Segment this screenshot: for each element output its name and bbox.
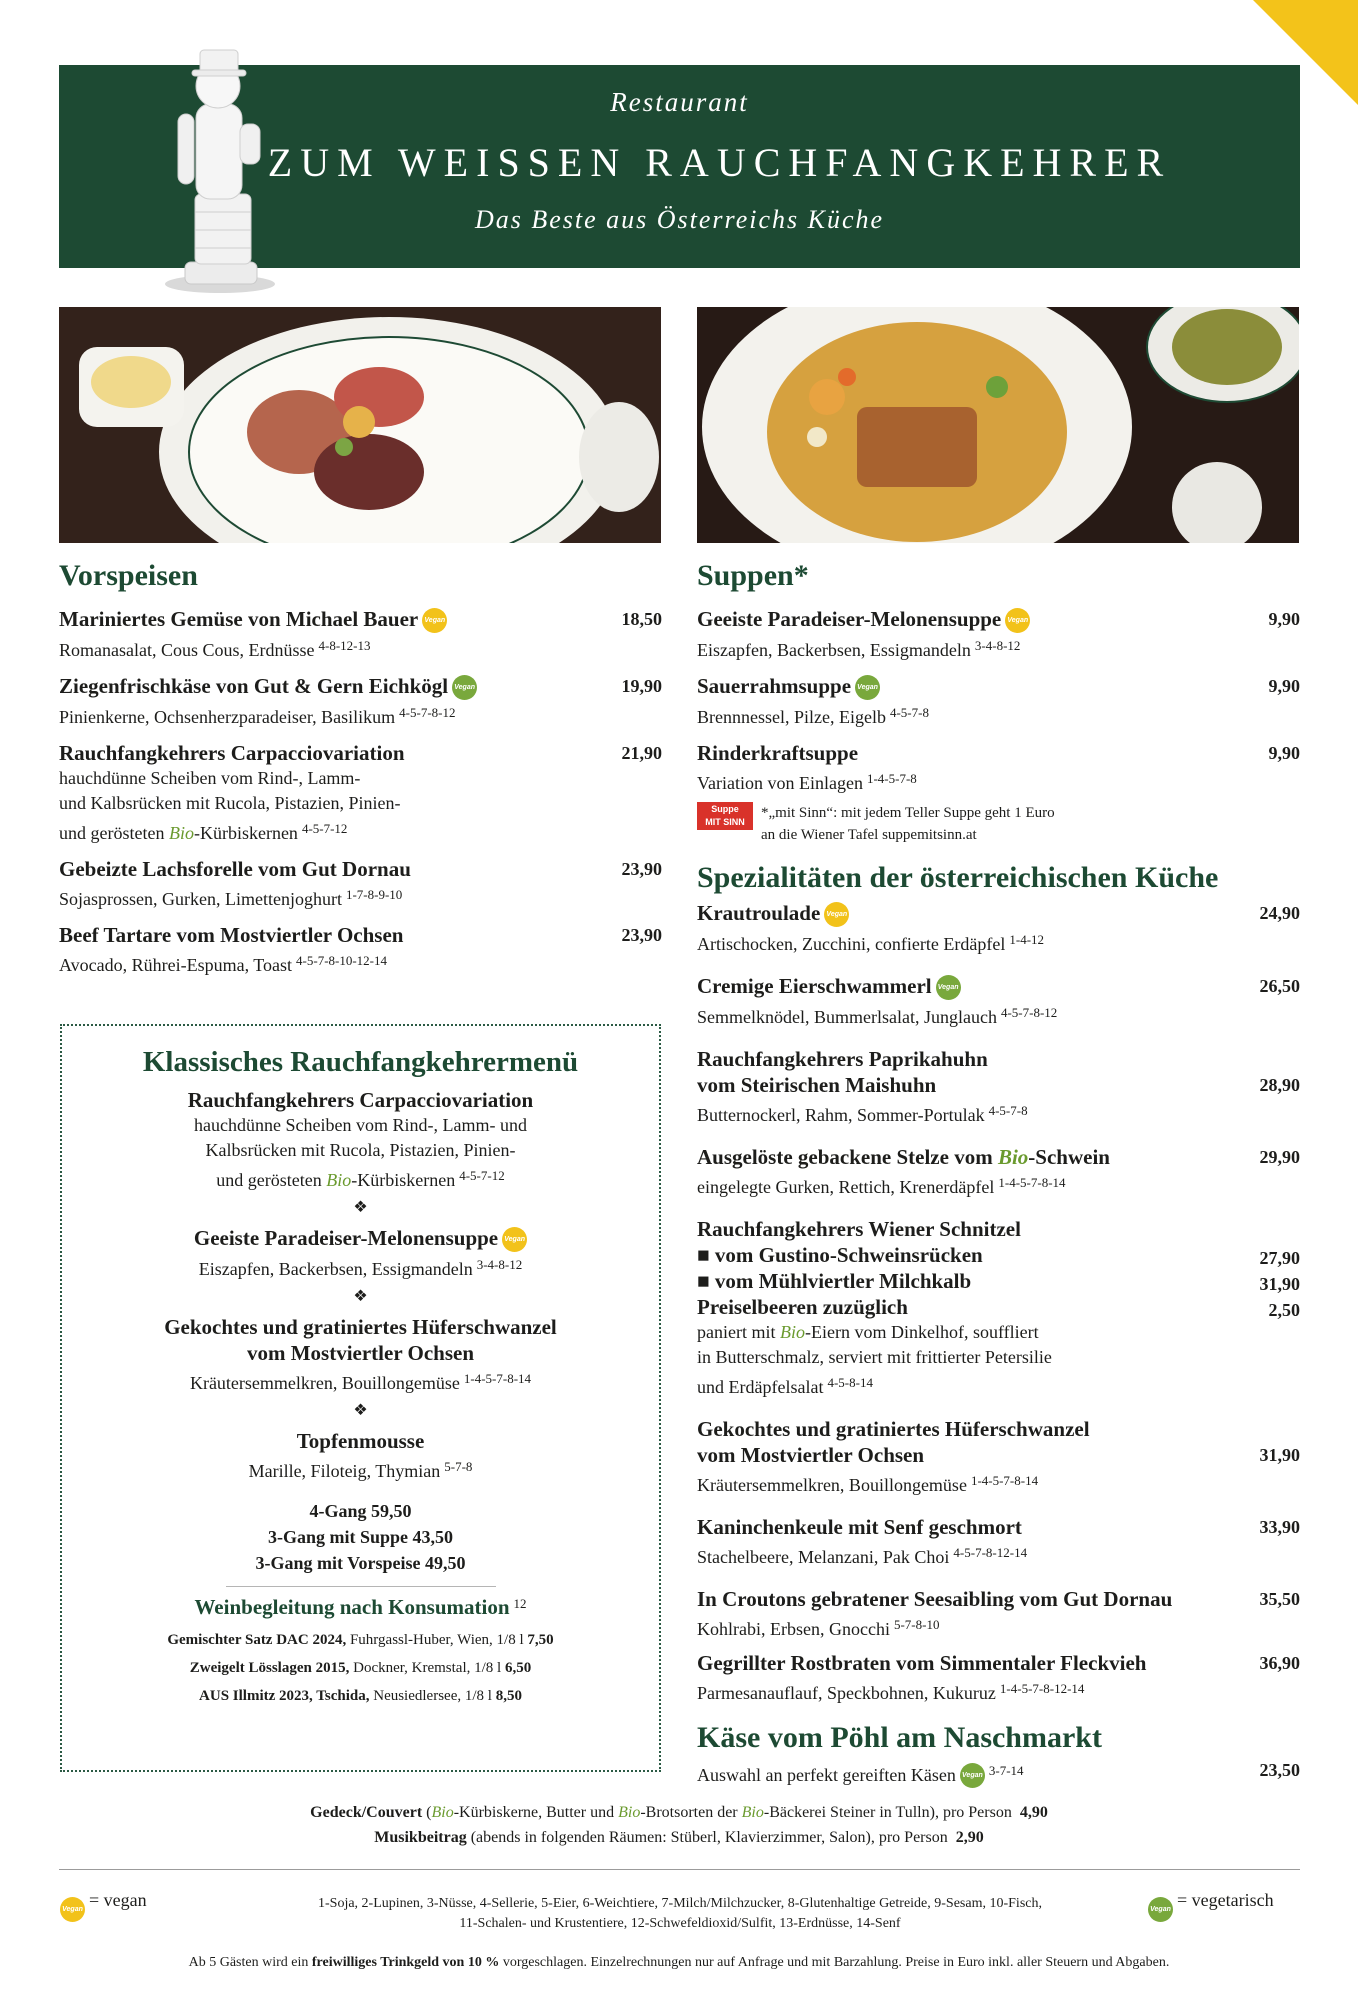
dish-sauerrahmsuppe <box>697 673 1300 730</box>
dish-price: 29,90 <box>1259 1147 1300 1167</box>
wine-list <box>62 1626 659 1710</box>
allergen-codes: 4-5-7-12 <box>459 1168 505 1183</box>
allergen-codes: 1-4-5-7-8-12-14 <box>999 1681 1085 1696</box>
allergen-codes: 1-4-5-7-8-14 <box>998 1175 1066 1190</box>
dish-name: Geeiste Paradeiser-Melonensuppe <box>697 607 1002 631</box>
set-menu-price: 3-Gang mit Suppe 43,50 <box>267 1527 454 1547</box>
allergen-codes: 1-4-5-7-8-14 <box>463 1371 532 1386</box>
dish-desc-line: -Kürbiskernen <box>193 823 298 843</box>
dish-name: Rauchfangkehrers Paprikahuhn <box>697 1047 988 1071</box>
dish-desc: und Erdäpfelsalat <box>697 1377 824 1397</box>
allergen-codes: 4-5-7-8 <box>988 1103 1028 1118</box>
dish-price: 36,90 <box>1259 1653 1300 1673</box>
set-menu-price: 4-Gang 59,50 <box>309 1501 412 1521</box>
set-menu-course <box>62 1314 659 1396</box>
set-menu-price: 3-Gang mit Vorspeise 49,50 <box>255 1553 466 1573</box>
bio-label: Bio <box>779 1322 805 1342</box>
course-desc: hauchdünne Scheiben vom Rind-, Lamm- und <box>194 1115 527 1135</box>
course-name: vom Mostviertler Ochsen <box>246 1341 475 1365</box>
dish-hueferschwanzel <box>697 1416 1300 1498</box>
dish-price: 35,50 <box>1259 1589 1300 1609</box>
vegetarian-icon: Vegan <box>855 675 880 700</box>
dish-name: Krautroulade <box>697 901 821 925</box>
dish-price: 21,90 <box>621 743 662 763</box>
starters-section <box>59 556 662 978</box>
wine-item: Zweigelt Lösslagen 2015, Dockner, Kremstal, 1/8 l 6,50 <box>189 1660 532 1676</box>
dish-ziegenkaese <box>59 673 662 730</box>
dish-desc: Parmesanauflauf, Speckbohnen, Kukuruz <box>697 1683 996 1703</box>
bio-label: Bio <box>326 1170 352 1190</box>
dish-desc: Auswahl an perfekt gereiften Käsen <box>697 1765 956 1785</box>
dish-name: Mariniertes Gemüse von Michael Bauer <box>59 607 419 631</box>
course-name: Gekochtes und gratiniertes Hüferschwanzel <box>164 1315 557 1339</box>
dish-kaese <box>697 1758 1300 1788</box>
dish-price: 9,90 <box>1268 743 1300 763</box>
vegan-icon: Vegan <box>60 1897 85 1922</box>
allergen-codes: 1-4-5-7-8-14 <box>970 1473 1039 1488</box>
course-name: Rauchfangkehrers Carpacciovariation <box>187 1088 534 1112</box>
allergen-codes: 1-4-12 <box>1009 932 1045 947</box>
wine-item: Gemischter Satz DAC 2024, Fuhrgassl-Huber, Wien, 1/8 l 7,50 <box>167 1632 554 1648</box>
dish-desc: Kräutersemmelkren, Bouillongemüse <box>697 1475 967 1495</box>
vegan-icon: Vegan <box>1005 608 1030 633</box>
course-name: Geeiste Paradeiser-Melonensuppe <box>193 1226 499 1250</box>
dish-price: 19,90 <box>621 676 662 696</box>
separator-icon: ❖ <box>353 1402 368 1419</box>
allergen-codes: 3-4-8-12 <box>974 638 1021 653</box>
disclaimer: Ab 5 Gästen wird ein freiwilliges Trinkgeld von 10 % vorgeschlagen. Einzelrechnungen nur auf Anfrage und mit Barzahlung. Preise in Euro inkl. aller Steuern und Abgaben. <box>188 1955 1170 1970</box>
dish-desc: Artischocken, Zucchini, confierte Erdäpfel <box>697 934 1006 954</box>
allergen-codes: 4-8-12-13 <box>318 638 371 653</box>
dish-paradeiser-suppe <box>697 606 1300 663</box>
note-text: *„mit Sinn“: mit jedem Teller Suppe geht 1 Euro <box>761 805 1055 821</box>
dish-name: Gegrillter Rostbraten vom Simmentaler Fleckvieh <box>697 1651 1147 1675</box>
allergen-codes: 4-5-7-8 <box>889 705 929 720</box>
gedeck-line: Gedeck/Couvert (Bio-Kürbiskerne, Butter und Bio-Brotsorten der Bio-Bäckerei Steiner in Tulln), pro Person 4,90 <box>310 1804 1048 1821</box>
suppe-mit-sinn-note <box>697 802 1300 846</box>
dish-desc: Brennnessel, Pilze, Eigelb <box>697 707 886 727</box>
set-menu-course <box>62 1428 659 1484</box>
dish-price: 27,90 <box>1259 1248 1300 1268</box>
course-desc: Marille, Filoteig, Thymian <box>248 1461 441 1481</box>
dish-gemuese <box>59 606 662 663</box>
soups-title: Suppen* <box>697 559 809 592</box>
dish-desc-line: und gerösteten <box>59 823 165 843</box>
footer-divider <box>59 1869 1300 1870</box>
chimney-sweep-figurine <box>150 44 280 296</box>
dish-name: Rinderkraftsuppe <box>697 741 859 765</box>
vegan-icon: Vegan <box>502 1227 527 1252</box>
dish-name: -Schwein <box>1028 1145 1110 1169</box>
vegan-icon: Vegan <box>422 608 447 633</box>
dish-name: Rauchfangkehrers Carpacciovariation <box>59 741 405 765</box>
photo-carpaccio <box>59 307 661 543</box>
course-desc: Kräutersemmelkren, Bouillongemüse <box>189 1373 460 1393</box>
set-menu-box <box>60 1024 661 1772</box>
dish-price: 31,90 <box>1259 1445 1300 1465</box>
dish-price: 24,90 <box>1259 903 1300 923</box>
dish-desc: eingelegte Gurken, Rettich, Krenerdäpfel <box>697 1177 995 1197</box>
allergen-codes: 4-5-8-14 <box>827 1375 873 1390</box>
dish-desc: Avocado, Rührei-Espuma, Toast <box>59 955 293 975</box>
dish-seesaibling <box>697 1586 1300 1642</box>
course-desc: und gerösteten <box>216 1170 322 1190</box>
dish-name: Ausgelöste gebackene Stelze vom <box>697 1145 993 1169</box>
legend-vegetarian: Vegan = vegetarisch <box>1148 1890 1274 1922</box>
separator-icon: ❖ <box>353 1199 368 1216</box>
set-menu-title: Klassisches Rauchfangkehrermenü <box>142 1046 579 1078</box>
dish-price: 33,90 <box>1259 1517 1300 1537</box>
dish-desc: Kohlrabi, Erbsen, Gnocchi <box>697 1619 890 1639</box>
dish-desc: Stachelbeere, Melanzani, Pak Choi <box>697 1547 950 1567</box>
dish-desc: Romanasalat, Cous Cous, Erdnüsse <box>59 640 315 660</box>
dish-name: Ziegenfrischkäse von Gut & Gern Eichkögl <box>59 674 449 698</box>
allergen-codes: 4-5-7-8-12 <box>399 705 456 720</box>
dish-desc: in Butterschmalz, serviert mit frittierter Petersilie <box>697 1347 1052 1367</box>
schnitzel-option: ■ vom Gustino-Schweinsrücken <box>697 1243 983 1267</box>
dish-price: 2,50 <box>1268 1300 1300 1320</box>
cheese-title: Käse vom Pöhl am Naschmarkt <box>697 1721 1102 1754</box>
allergen-codes: 1-7-8-9-10 <box>345 887 403 902</box>
music-line: Musikbeitrag (abends in folgenden Räumen: Stüberl, Klavierzimmer, Salon), pro Person 2,90 <box>374 1829 984 1846</box>
tagline: Das Beste aus Österreichs Küche <box>474 205 885 234</box>
dish-name: Sauerrahmsuppe <box>697 674 852 698</box>
dish-price: 23,90 <box>621 859 662 879</box>
allergen-codes: 12 <box>513 1596 527 1611</box>
dish-desc: Semmelknödel, Bummerlsalat, Junglauch <box>697 1007 997 1027</box>
soups-section <box>697 556 1300 1788</box>
set-menu-course <box>62 1225 659 1282</box>
dish-wiener-schnitzel <box>697 1216 1300 1400</box>
dish-carpaccio <box>59 740 662 846</box>
dish-name: vom Steirischen Maishuhn <box>697 1073 937 1097</box>
dish-krautroulade <box>697 900 1300 957</box>
dish-rostbraten <box>697 1650 1300 1706</box>
dish-rinderkraftsuppe <box>697 740 1300 796</box>
specials-title: Spezialitäten der österreichischen Küche <box>697 861 1219 894</box>
course-name: Topfenmousse <box>296 1429 425 1453</box>
bio-label: Bio <box>997 1145 1029 1169</box>
allergen-codes: 5-7-8-10 <box>893 1617 940 1632</box>
allergen-codes: 5-7-8 <box>444 1459 473 1474</box>
dish-name: Gekochtes und gratiniertes Hüferschwanzel <box>697 1417 1090 1441</box>
dish-price: 9,90 <box>1268 676 1300 696</box>
wine-item: AUS Illmitz 2023, Tschida, Neusiedlersee, 1/8 l 8,50 <box>199 1688 522 1704</box>
allergen-codes: 4-5-7-8-12 <box>1000 1005 1058 1020</box>
dish-price: 23,50 <box>1259 1760 1300 1780</box>
allergen-codes: 1-4-5-7-8 <box>866 771 917 786</box>
allergen-codes: 4-5-7-8-12-14 <box>953 1545 1028 1560</box>
allergen-codes: 3-4-8-12 <box>476 1257 523 1272</box>
dish-desc: Eiszapfen, Backerbsen, Essigmandeln <box>697 640 971 660</box>
dish-lachsforelle <box>59 856 662 912</box>
photo-soup <box>697 307 1299 543</box>
set-menu-prices <box>62 1498 659 1576</box>
dish-desc: Variation von Einlagen <box>697 773 863 793</box>
dish-name: Beef Tartare vom Mostviertler Ochsen <box>59 923 404 947</box>
dish-price: 28,90 <box>1259 1075 1300 1095</box>
dish-name: Rauchfangkehrers Wiener Schnitzel <box>697 1217 1021 1241</box>
dish-desc: paniert mit <box>697 1322 776 1342</box>
dish-beef-tartare <box>59 922 662 978</box>
dish-price: 18,50 <box>621 609 662 629</box>
set-menu-course <box>62 1087 659 1193</box>
course-desc: Kalbsrücken mit Rucola, Pistazien, Pinien- <box>205 1140 516 1160</box>
dish-name: Gebeizte Lachsforelle vom Gut Dornau <box>59 857 411 881</box>
dish-price: 26,50 <box>1259 976 1300 996</box>
dish-desc-line: hauchdünne Scheiben vom Rind-, Lamm- <box>59 768 361 788</box>
schnitzel-option: ■ vom Mühlviertler Milchkalb <box>697 1269 972 1293</box>
dish-desc: Sojasprossen, Gurken, Limettenjoghurt <box>59 889 342 909</box>
dish-name: vom Mostviertler Ochsen <box>697 1443 925 1467</box>
vegetarian-icon: Vegan <box>936 975 961 1000</box>
vegan-icon: Vegan <box>824 902 849 927</box>
dish-name: Kaninchenkeule mit Senf geschmort <box>697 1515 1022 1539</box>
dish-desc: Butternockerl, Rahm, Sommer-Portulak <box>697 1105 985 1125</box>
dish-name: In Croutons gebratener Seesaibling vom Gut Dornau <box>697 1587 1173 1611</box>
course-desc: -Kürbiskernen <box>351 1170 456 1190</box>
dish-desc: -Eiern vom Dinkelhof, souffliert <box>804 1322 1039 1342</box>
divider <box>226 1586 496 1587</box>
dish-paprikahuhn <box>697 1046 1300 1128</box>
bio-label: Bio <box>168 823 194 843</box>
note-text: an die Wiener Tafel suppemitsinn.at <box>761 827 977 843</box>
allergen-codes: 4-5-7-12 <box>301 821 348 836</box>
allergen-codes: 3-7-14 <box>988 1763 1024 1778</box>
vegetarian-icon: Vegan <box>1148 1897 1173 1922</box>
dish-kaninchenkeule <box>697 1514 1300 1570</box>
dish-price: 9,90 <box>1268 609 1300 629</box>
wine-pairing-title: Weinbegleitung nach Konsumation <box>194 1595 510 1619</box>
allergen-key: 1-Soja, 2-Lupinen, 3-Nüsse, 4-Sellerie, 5-Eier, 6-Weichtiere, 7-Milch/Milchzucker, 8-Glutenhaltige Getreide, 9-Sesam, 10-Fisch, 11-Schalen- und Krustentiere, 12-Schwefeldioxid/Sulfit, 13-Erdnüsse, 14-Senf <box>318 1896 1042 1931</box>
dish-name: Cremige Eierschwammerl <box>697 974 932 998</box>
dish-eierschwammerl <box>697 973 1300 1030</box>
dish-desc: Pinienkerne, Ochsenherzparadeiser, Basilikum <box>59 707 396 727</box>
legend-vegan: Vegan = vegan <box>60 1890 147 1922</box>
allergen-codes: 4-5-7-8-10-12-14 <box>296 953 388 968</box>
course-desc: Eiszapfen, Backerbsen, Essigmandeln <box>198 1259 473 1279</box>
vegetarian-icon: Vegan <box>452 675 477 700</box>
dish-price: 31,90 <box>1259 1274 1300 1294</box>
vegetarian-icon: Vegan <box>960 1763 985 1788</box>
restaurant-name: ZUM WEISSEN RAUCHFANGKEHRER <box>267 140 1172 185</box>
dish-desc-line: und Kalbsrücken mit Rucola, Pistazien, Pinien- <box>59 793 401 813</box>
separator-icon: ❖ <box>353 1288 368 1305</box>
dish-stelze <box>697 1144 1300 1200</box>
dish-price: 23,90 <box>621 925 662 945</box>
cover-charges <box>0 1800 1358 1850</box>
starters-title: Vorspeisen <box>59 559 198 592</box>
restaurant-label: Restaurant <box>610 87 749 117</box>
schnitzel-option: Preiselbeeren zuzüglich <box>697 1295 908 1319</box>
suppe-mit-sinn-logo: Suppe MIT SINN <box>697 802 753 830</box>
